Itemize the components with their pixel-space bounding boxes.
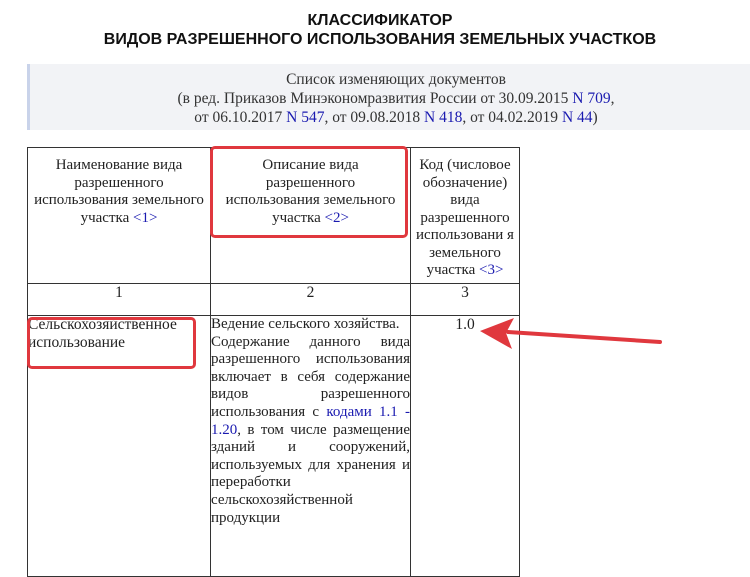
order-link-709[interactable]: N 709 [572, 90, 611, 107]
header-description: Описание вида разрешенного использования земельного участка <2> [211, 148, 411, 284]
footnote-link-3[interactable]: <3> [478, 262, 504, 278]
use-name: Сельскохозяйственное использование [28, 316, 211, 577]
title-line-2: ВИДОВ РАЗРЕШЕННОГО ИСПОЛЬЗОВАНИЯ ЗЕМЕЛЬНЫХ УЧАСТКОВ [103, 31, 657, 48]
header-name: Наименование вида разрешенного использования земельного участка <1> [28, 148, 211, 284]
order-link-547[interactable]: N 547 [286, 109, 325, 126]
order-link-418[interactable]: N 418 [424, 109, 463, 126]
column-number: 2 [211, 284, 411, 316]
changes-line-2: (в ред. Приказов Минэкономразвития России от 30.09.2015 N 709, [177, 90, 615, 107]
changes-list-box [27, 64, 750, 130]
column-number-row [28, 284, 520, 316]
header-code: Код (числовое обозначение) вида разрешенного использовани я земельного участка <3> [411, 148, 520, 284]
title-line-1: КЛАССИФИКАТОР [307, 12, 453, 29]
changes-line-3: от 06.10.2017 N 547, от 09.08.2018 N 418, от 04.02.2019 N 44) [194, 109, 598, 126]
codes-link[interactable]: кодами 1.1 - 1.20 [211, 403, 410, 438]
footnote-link-1[interactable]: <1> [132, 209, 158, 226]
column-number: 3 [411, 284, 520, 316]
changes-heading: Список изменяющих документов [286, 71, 506, 88]
red-arrow-icon [478, 318, 668, 358]
footnote-link-2[interactable]: <2> [324, 209, 349, 226]
highlight-use-name [27, 317, 196, 369]
document-title [0, 11, 750, 49]
order-link-44[interactable]: N 44 [561, 109, 593, 126]
use-description: Ведение сельского хозяйства. Содержание данного вида разрешенного использования включает в себя содержание видов разрешенного использования с кодами 1.1 - 1.20, в том числе размещение зданий и сооружений, используемых для хранения и переработки сельскохозяйственной продукции [211, 316, 411, 577]
use-code: 1.0 [411, 316, 520, 577]
column-number: 1 [28, 284, 211, 316]
highlight-description-header [210, 146, 408, 238]
